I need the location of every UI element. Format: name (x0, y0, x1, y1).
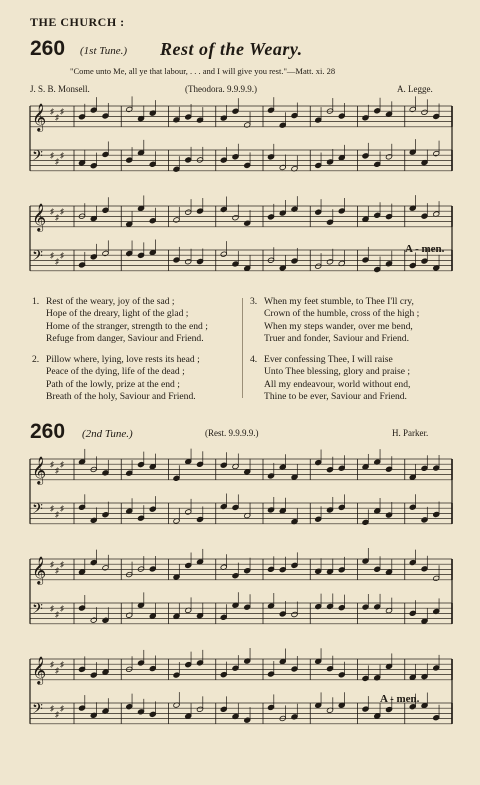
sharp-icon: ♯ (55, 466, 59, 475)
sharp-icon: ♯ (55, 113, 59, 122)
hymn-title: Rest of the Weary. (160, 39, 303, 59)
verse-line: Path of the lowly, prize at the end ; (46, 378, 180, 390)
verse-1 (32, 296, 208, 345)
bass-clef-icon: 𝄢 (32, 601, 43, 621)
verse-line: Thine to be ever, Saviour and Friend. (264, 390, 407, 402)
verse-line: When my feet stumble, to Thee I'll cry, (264, 296, 414, 307)
bass-staff (30, 240, 452, 273)
sharp-icon: ♯ (60, 151, 64, 160)
music-system-2 (20, 192, 460, 292)
composer-credit-2: H. Parker. (392, 428, 429, 438)
verse-4 (250, 354, 411, 403)
sharp-icon: ♯ (50, 251, 54, 260)
verse-line: When my steps wander, over me bend, (264, 320, 413, 332)
verse-3 (250, 296, 420, 345)
sharp-icon: ♯ (60, 207, 64, 216)
verse-number: 1. (32, 296, 40, 307)
treble-staff (30, 449, 452, 485)
composer-credit: A. Legge. (397, 84, 433, 94)
sharp-icon: ♯ (50, 604, 54, 613)
verse-line: Refuge from danger, Saviour and Friend. (46, 332, 204, 344)
bass-staff (30, 139, 452, 172)
bass-clef-icon: 𝄢 (32, 148, 43, 168)
sharp-icon: ♯ (55, 157, 59, 166)
treble-clef-icon: 𝄞 (32, 456, 47, 484)
amen-label-2: A - men. (380, 693, 420, 705)
verse-line: Rest of the weary, joy of the sad ; (46, 296, 175, 307)
sharp-icon: ♯ (60, 251, 64, 260)
sharp-icon: ♯ (50, 151, 54, 160)
sharp-icon: ♯ (50, 660, 54, 669)
sharp-icon: ♯ (60, 704, 64, 713)
sharp-icon: ♯ (55, 510, 59, 519)
verse-line: Breath of the holy, Saviour and Friend. (46, 390, 196, 402)
scripture-epigraph: "Come unto Me, all ye that labour, . . . and I will give you rest."—Matt. xi. 28 (70, 66, 336, 76)
verse-number: 3. (250, 296, 258, 307)
bass-clef-icon: 𝄢 (32, 501, 43, 521)
sharp-icon: ♯ (60, 107, 64, 116)
amen-label: A - men. (405, 243, 445, 255)
verse-line: Crown of the humble, cross of the high ; (264, 308, 420, 320)
tune-meter: (Theodora. 9.9.9.9.) (185, 84, 257, 94)
sharp-icon: ♯ (50, 107, 54, 116)
bass-clef-icon: 𝄢 (32, 701, 43, 721)
treble-clef-icon: 𝄞 (32, 103, 47, 131)
bass-staff (30, 592, 452, 624)
treble-staff (30, 648, 452, 685)
verse-line: Unto Thee blessing, glory and praise ; (264, 366, 411, 378)
treble-staff (30, 195, 452, 232)
running-head: THE CHURCH : (30, 15, 125, 29)
bass-clef-icon: 𝄢 (32, 248, 43, 268)
treble-clef-icon: 𝄞 (32, 656, 47, 684)
sharp-icon: ♯ (50, 560, 54, 569)
verse-line: Pillow where, lying, love rests its head ; (46, 354, 200, 365)
sharp-icon: ♯ (55, 610, 59, 619)
verse-number: 4. (250, 354, 258, 365)
sharp-icon: ♯ (60, 460, 64, 469)
music-system-4 (20, 545, 460, 645)
sharp-icon: ♯ (60, 504, 64, 513)
sharp-icon: ♯ (60, 560, 64, 569)
column-divider (242, 298, 243, 398)
verse-line: All my endeavour, world without end, (264, 378, 411, 390)
verse-line: Peace of the dying, life of the dead ; (46, 366, 185, 378)
sharp-icon: ♯ (60, 604, 64, 613)
hymn-number-2: 260 (30, 420, 66, 443)
hymn-number: 260 (30, 37, 66, 60)
verse-number: 2. (32, 354, 40, 365)
verse-line: Truer and fonder, Saviour and Friend. (264, 332, 410, 344)
tune-label-2: (2nd Tune.) (82, 428, 133, 440)
bass-staff (30, 494, 452, 526)
sharp-icon: ♯ (50, 460, 54, 469)
verse-line: Ever confessing Thee, I will raise (264, 354, 393, 365)
sharp-icon: ♯ (60, 660, 64, 669)
sharp-icon: ♯ (55, 257, 59, 266)
treble-clef-icon: 𝄞 (32, 203, 47, 231)
verse-line: Hope of the dreary, light of the glad ; (46, 308, 189, 320)
author-credit: J. S. B. Monsell. (30, 84, 90, 94)
sharp-icon: ♯ (55, 213, 59, 222)
verse-line: Home of the stranger, strength to the end ; (46, 320, 208, 332)
sharp-icon: ♯ (55, 710, 59, 719)
sharp-icon: ♯ (55, 566, 59, 575)
verse-2 (32, 354, 200, 403)
sharp-icon: ♯ (50, 504, 54, 513)
tune-meter-2: (Rest. 9.9.9.9.) (205, 428, 259, 438)
sharp-icon: ♯ (50, 704, 54, 713)
tune-label: (1st Tune.) (80, 45, 128, 57)
music-system-1 (20, 92, 460, 192)
sharp-icon: ♯ (50, 207, 54, 216)
sharp-icon: ♯ (55, 666, 59, 675)
treble-clef-icon: 𝄞 (32, 556, 47, 584)
music-system-3 (20, 445, 460, 545)
treble-staff (30, 548, 452, 585)
treble-staff (30, 96, 452, 132)
